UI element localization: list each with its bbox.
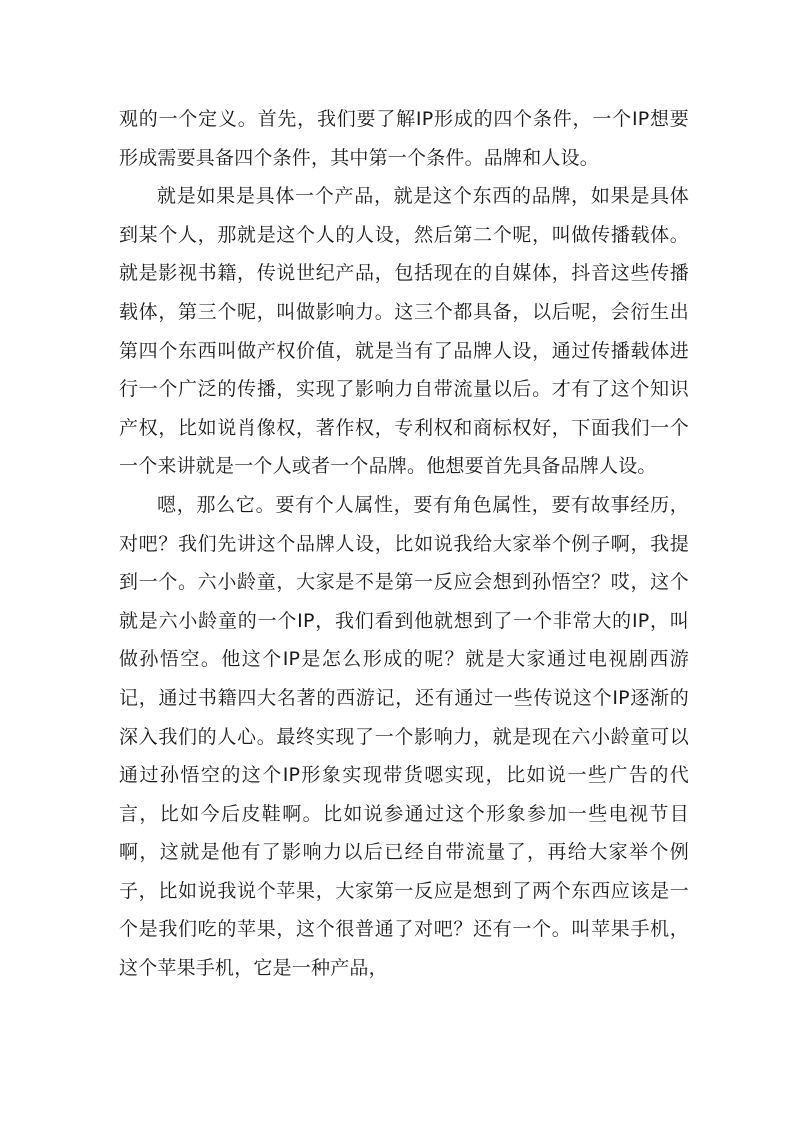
document-body [119, 100, 689, 988]
paragraph-2: 就是如果是具体一个产品，就是这个东西的品牌，如果是具体到某个人，那就是这个人的人设，然后第二个呢，叫做传播载体。就是影视书籍，传说世纪产品，包括现在的自媒体，抖音这些传播载体，第三个呢，叫做影响力。这三个都具备，以后呢，会衍生出第四个东西叫做产权价值，就是当有了品牌人设，通过传播载体进行一个广泛的传播，实现了影响力自带流量以后。才有了这个知识产权，比如说肖像权，著作权，专利权和商标权好，下面我们一个一个来讲就是一个人或者一个品牌。他想要首先具备品牌人设。 [119, 185, 689, 478]
paragraph-1: 观的一个定义。首先，我们要了解IP形成的四个条件，一个IP想要形成需要具备四个条件，其中第一个条件。品牌和人设。 [119, 108, 689, 169]
paragraph-3: 嗯，那么它。要有个人属性，要有角色属性，要有故事经历，对吧？我们先讲这个品牌人设，比如说我给大家举个例子啊，我提到一个。六小龄童，大家是不是第一反应会想到孙悟空？哎，这个就是六小龄童的一个IP，我们看到他就想到了一个非常大的IP，叫做孙悟空。他这个IP是怎么形成的呢？就是大家通过电视剧西游记，通过书籍四大名著的西游记，还有通过一些传说这个IP逐渐的深入我们的人心。最终实现了一个影响力，就是现在六小龄童可以通过孙悟空的这个IP形象实现带货嗯实现，比如说一些广告的代言，比如今后皮鞋啊。比如说参通过这个形象参加一些电视节目啊，这就是他有了影响力以后已经自带流量了，再给大家举个例子，比如说我说个苹果，大家第一反应是想到了两个东西应该是一个是我们吃的苹果，这个很普通了对吧？还有一个。叫苹果手机，这个苹果手机，它是一种产品， [119, 493, 689, 980]
